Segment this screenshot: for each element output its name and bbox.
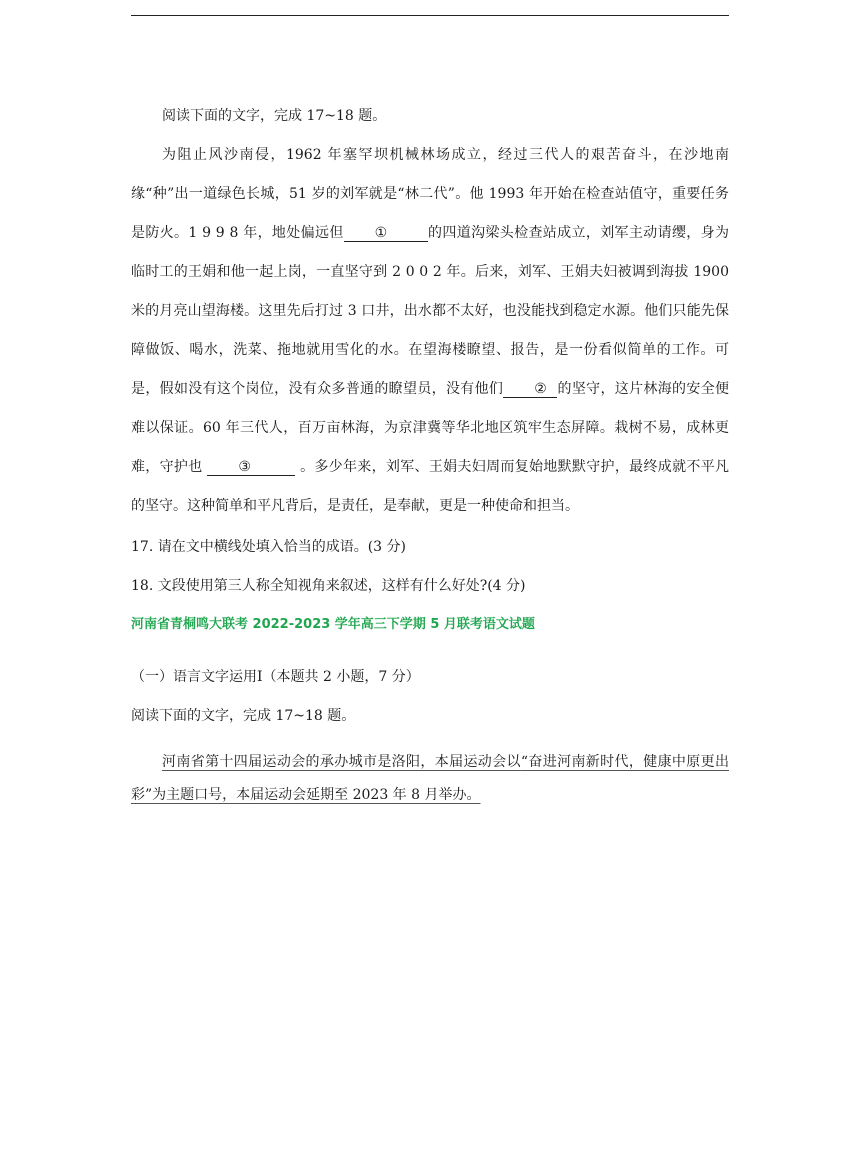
passage1-text (131, 136, 729, 526)
passage1-seg4: 。多少年来，刘军、王娟夫妇周而复始地默默守护，最终成就不平凡的坚守。这种简单和平凡背后，是责任，是奉献，更是一种使命和担当。 (131, 459, 730, 514)
blank-2: ② (503, 381, 557, 398)
passage1-seg1: 为阻止风沙南侵，1962 年塞罕坝机械林场成立，经过三代人的艰苦奋斗，在沙地南缘“种”出一道绿色长城，51 岁的刘军就是“林二代”。他 1993 年开始在检查站值守，重要任务是防火。1 9 9 8 年，地处偏远但 (131, 147, 729, 241)
section-paragraph-b: “奋进河南新时代，健康中原更出彩”为主题口号，本届运动会延期至 2023 年 8 月举办。 (131, 754, 729, 803)
source-title: 河南省青桐鸣大联考 2022-2023 学年高三下学期 5 月联考语文试题 (131, 617, 535, 632)
section-paragraph-a: 河南省第十四届运动会的承办城市是洛阳，本届运动会以 (162, 754, 521, 770)
blank-3: ③ (207, 459, 295, 476)
section-intro: 阅读下面的文字，完成 17~18 题。 (131, 708, 356, 724)
question-18: 18. 文段使用第三人称全知视角来叙述，这样有什么好处?(4 分) (131, 578, 526, 594)
header-rule (131, 15, 729, 16)
passage1-intro: 阅读下面的文字，完成 17~18 题。 (162, 108, 387, 124)
question-17: 17. 请在文中横线处填入恰当的成语。(3 分) (131, 539, 406, 555)
section-heading: （一）语言文字运用Ⅰ（本题共 2 小题，7 分） (131, 669, 420, 685)
blank-1: ① (344, 225, 428, 242)
passage1-seg3: 的坚守，这片林海的安全便难以保证。60 年三代人，百万亩林海，为京津冀等华北地区筑牢生态屏障。栽树不易，成林更难，守护也 (131, 381, 730, 475)
passage1-seg2: 的四道沟梁头检查站成立，刘军主动请缨，身为临时工的王娟和他一起上岗，一直坚守到 2 0 0 2 年。后来，刘军、王娟夫妇被调到海拔 1900 米的月亮山望海楼。这里先后打过 3 口井，出水都不太好，也没能找到稳定水源。他们只能先保障做饭、喝水，洗菜、拖地就用雪化的水。在望海楼瞭望、报告，是一份看似简单的工作。可是，假如没有这个岗位，没有众多普通的瞭望员，没有他们 (131, 225, 729, 397)
section-paragraph (131, 746, 729, 812)
document-body (131, 97, 729, 812)
